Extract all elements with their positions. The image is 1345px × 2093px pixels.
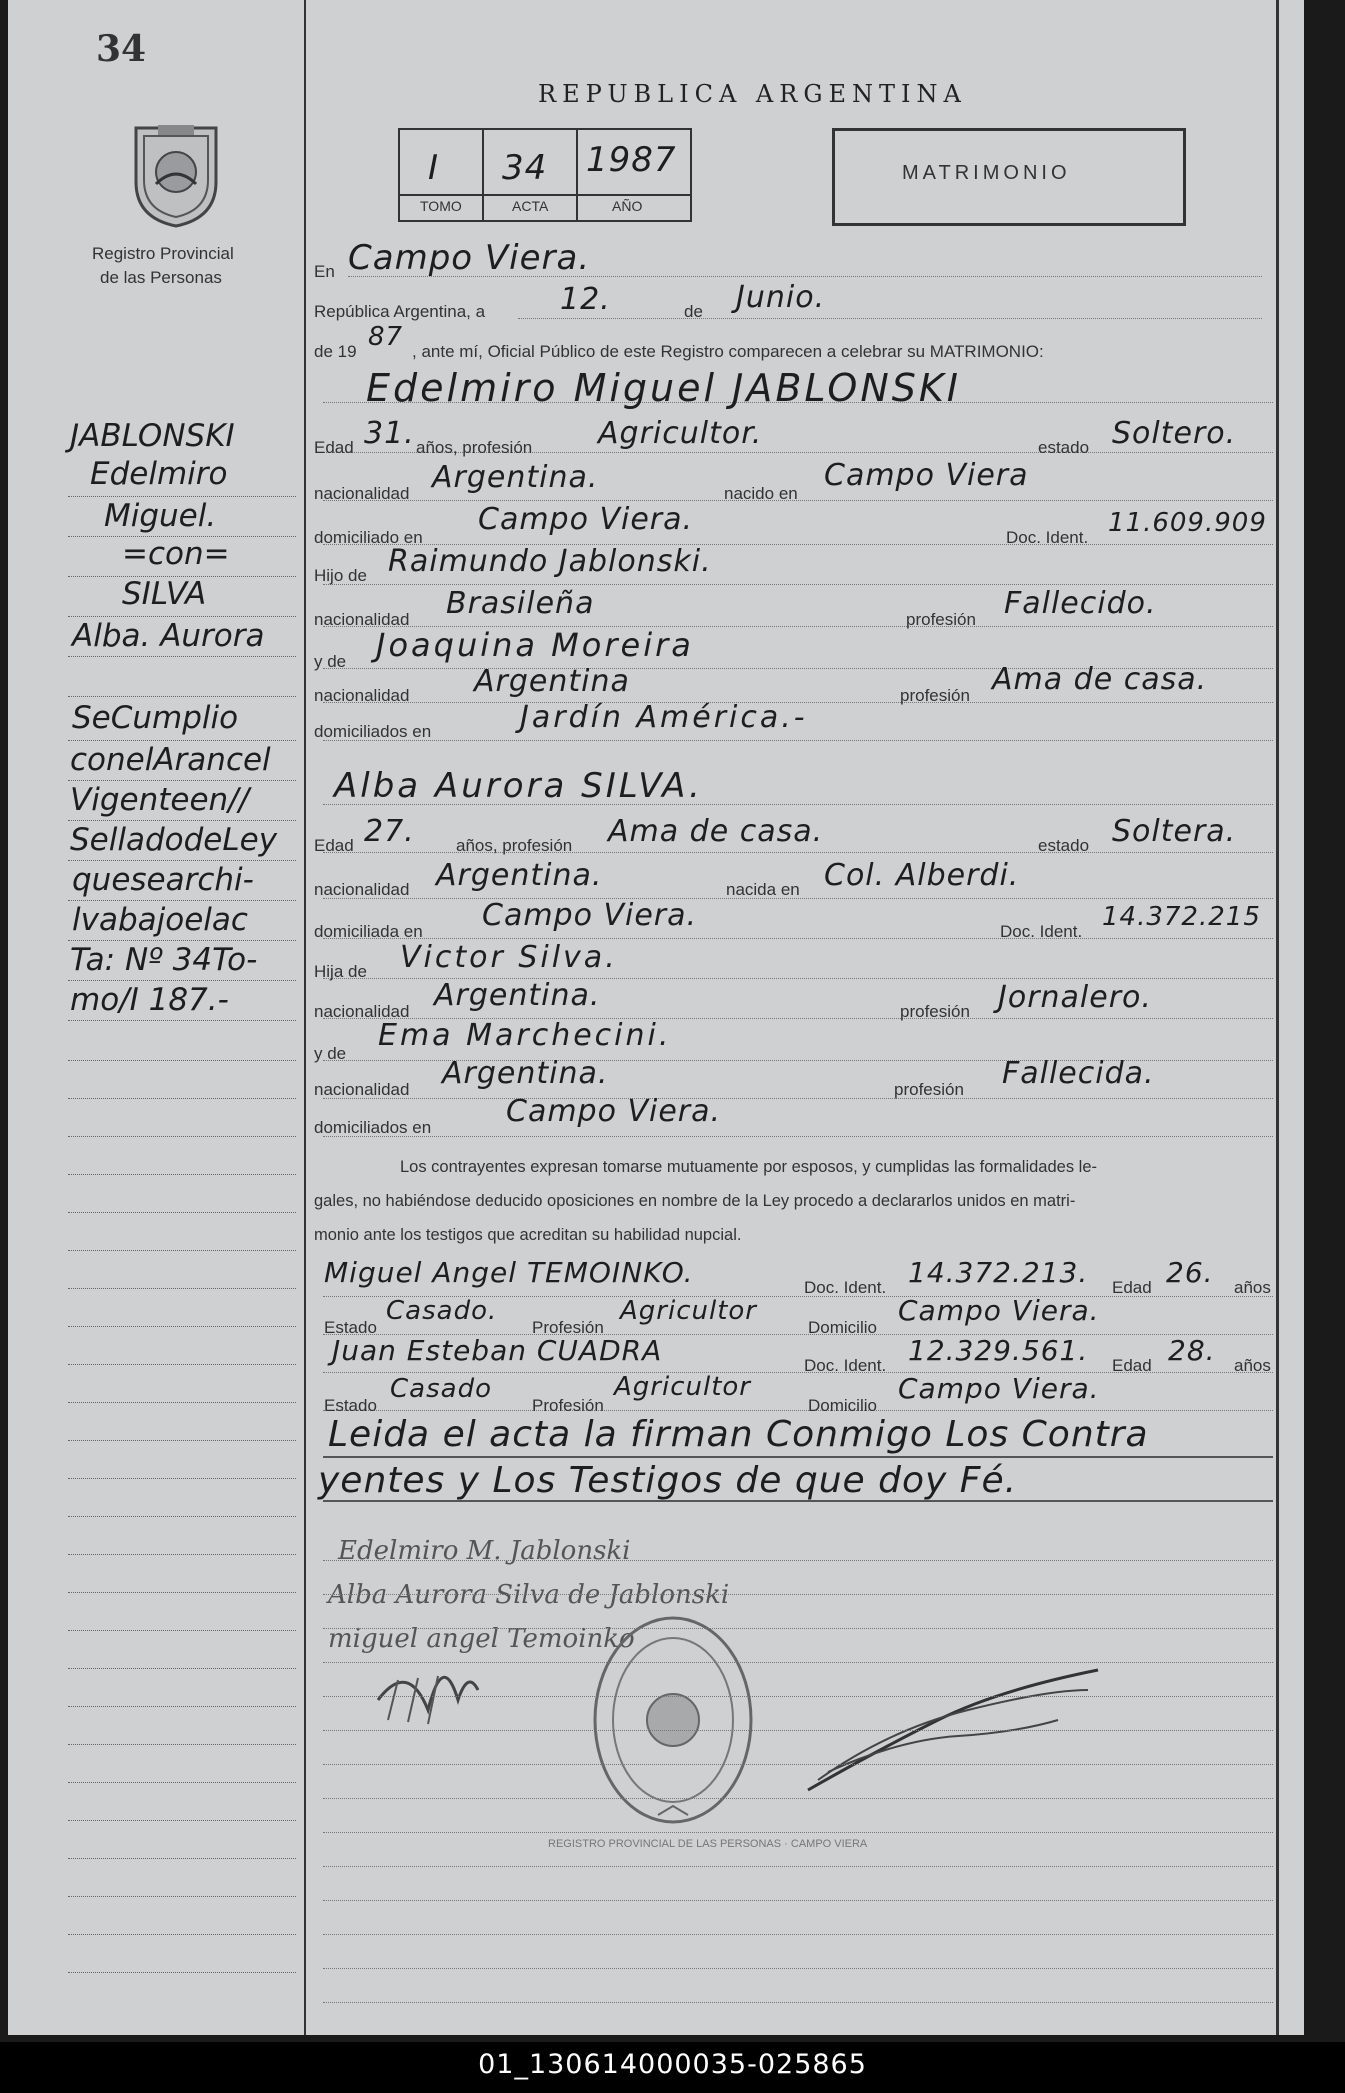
witness2-doc: 12.329.561. xyxy=(908,1334,1089,1367)
ruled-line xyxy=(323,740,1273,741)
groom-estado: Soltero. xyxy=(1112,416,1237,451)
margin-line xyxy=(68,1402,296,1403)
margin-line xyxy=(68,496,296,497)
tomo-label: TOMO xyxy=(420,198,462,214)
margin-note: =con= xyxy=(122,536,230,572)
left-column-rule xyxy=(304,0,306,2035)
witness2-doc-label: Doc. Ident. xyxy=(804,1356,887,1375)
groom-parents-dom-label: domiciliados en xyxy=(314,722,432,741)
groom-y-de-label: y de xyxy=(314,652,347,671)
margin-line xyxy=(68,860,296,861)
page-number: 34 xyxy=(96,28,147,70)
margin-note: SILVA xyxy=(122,576,207,612)
witness1-estado: Casado. xyxy=(386,1296,498,1326)
closing-line2: yentes y Los Testigos de que doy Fé. xyxy=(318,1460,1018,1501)
margin-line xyxy=(68,1136,296,1137)
margin-note: JABLONSKI xyxy=(70,418,235,454)
margin-line xyxy=(68,656,296,657)
country-heading: REPUBLICA ARGENTINA xyxy=(538,80,967,108)
bride-doc-label: Doc. Ident. xyxy=(1000,922,1083,941)
margin-line xyxy=(68,616,296,617)
groom-dom-label: domiciliado en xyxy=(314,528,423,547)
intro-month: Junio. xyxy=(736,280,826,315)
margin-line xyxy=(68,1706,296,1707)
bride-parents-dom-label: domiciliados en xyxy=(314,1118,432,1137)
registry-name-line1: Registro Provincial xyxy=(92,244,234,263)
acta-value: 34 xyxy=(502,148,548,188)
ruled-line xyxy=(323,1456,1273,1458)
signature-flourish-icon xyxy=(368,1640,488,1730)
record-type: MATRIMONIO xyxy=(902,162,1071,184)
closing-line1: Leida el acta la firman Conmigo Los Contra xyxy=(328,1414,1149,1455)
witness1-domicilio: Campo Viera. xyxy=(898,1294,1100,1327)
en-label: En xyxy=(314,262,335,281)
witness1-estado-label: Estado xyxy=(324,1318,377,1337)
ruled-line xyxy=(323,1764,1273,1765)
margin-note: Ta: Nº 34To- xyxy=(70,942,258,978)
margin-line xyxy=(68,1744,296,1745)
bride-father-prof: Jornalero. xyxy=(998,980,1152,1015)
witness1-doc-label: Doc. Ident. xyxy=(804,1278,887,1297)
bride-y-de-label: y de xyxy=(314,1044,347,1063)
groom-edad: 31. xyxy=(364,416,415,451)
margin-line xyxy=(68,780,296,781)
intro-year: 87 xyxy=(368,322,404,352)
margin-line xyxy=(68,1326,296,1327)
margin-line xyxy=(68,1630,296,1631)
bride-name: Alba Aurora SILVA. xyxy=(334,766,703,806)
ruled-line xyxy=(323,1934,1273,1935)
ruled-line xyxy=(323,1866,1273,1867)
margin-note: mo/I 187.- xyxy=(70,982,229,1018)
groom-hijo-label: Hijo de xyxy=(314,566,367,585)
witness2-domicilio: Campo Viera. xyxy=(898,1372,1100,1405)
bride-nacida-en: Col. Alberdi. xyxy=(824,858,1020,893)
groom-nacionalidad: Argentina. xyxy=(432,460,599,495)
box-divider xyxy=(576,128,578,220)
witness1-doc: 14.372.213. xyxy=(908,1256,1089,1289)
witness1-anos-label: años xyxy=(1234,1278,1271,1297)
groom-estado-label: estado xyxy=(1038,438,1090,457)
bride-father: Victor Silva. xyxy=(400,940,618,975)
groom-anos-label: años, profesión xyxy=(416,438,533,457)
witness1-edad-label: Edad xyxy=(1112,1278,1152,1297)
groom-father-nac: Brasileña xyxy=(446,586,595,621)
margin-note: Vigenteen// xyxy=(70,782,250,818)
bride-mother-prof: Fallecida. xyxy=(1002,1056,1155,1091)
declaration-line1: Los contrayentes expresan tomarse mutuamente por esposos, y cumplidas las formalidades le- xyxy=(400,1158,1098,1176)
registry-name-line2: de las Personas xyxy=(100,268,222,287)
bride-parents-domicilio: Campo Viera. xyxy=(506,1094,722,1129)
signature-groom: Edelmiro M. Jablonski xyxy=(338,1536,631,1566)
bride-nacionalidad: Argentina. xyxy=(436,858,603,893)
box-divider xyxy=(482,128,484,220)
margin-line xyxy=(68,1668,296,1669)
bride-father-prof-label: profesión xyxy=(900,1002,970,1021)
margin-line xyxy=(68,1364,296,1365)
bride-edad: 27. xyxy=(364,814,415,849)
ruled-line xyxy=(323,1098,1273,1099)
ruled-line xyxy=(518,318,1262,319)
margin-line xyxy=(68,1934,296,1935)
margin-line xyxy=(68,1858,296,1859)
footer-image-id: 01_130614000035-025865 xyxy=(0,2042,1345,2093)
ruled-line xyxy=(323,1410,1273,1411)
margin-note: SelladodeLey xyxy=(70,822,278,858)
margin-line xyxy=(68,1288,296,1289)
intro-closing: , ante mí, Oficial Público de este Registro comparecen a celebrar su MATRIMONIO: xyxy=(412,342,1044,361)
ruled-line xyxy=(323,2002,1273,2003)
groom-domicilio: Campo Viera. xyxy=(478,502,694,537)
margin-line xyxy=(68,740,296,741)
bride-father-nac: Argentina. xyxy=(434,978,601,1013)
ruled-line xyxy=(323,500,1273,501)
ruled-line xyxy=(323,1730,1273,1731)
margin-line xyxy=(68,1098,296,1099)
stamp-text: REGISTRO PROVINCIAL DE LAS PERSONAS · CAMPO VIERA xyxy=(548,1838,868,1850)
groom-parents-domicilio: Jardín América.- xyxy=(520,700,808,735)
margin-line xyxy=(68,1174,296,1175)
ruled-line xyxy=(323,1798,1273,1799)
witness2-dom-label: Domicilio xyxy=(808,1396,877,1415)
ruled-line xyxy=(323,1628,1273,1629)
groom-doc-label: Doc. Ident. xyxy=(1006,528,1089,547)
witness2-edad-label: Edad xyxy=(1112,1356,1152,1375)
groom-nacido-label: nacido en xyxy=(724,484,798,503)
groom-nac-label: nacionalidad xyxy=(314,484,410,503)
ruled-line xyxy=(323,1696,1273,1697)
margin-note: SeCumplio xyxy=(72,700,239,736)
bride-hija-label: Hija de xyxy=(314,962,367,981)
bride-profesion: Ama de casa. xyxy=(608,814,824,849)
bride-dom-label: domiciliada en xyxy=(314,922,423,941)
witness1-dom-label: Domicilio xyxy=(808,1318,877,1337)
groom-mother-nac: Argentina xyxy=(474,664,630,699)
witness2-prof-label: Profesión xyxy=(532,1396,604,1415)
margin-line xyxy=(68,1440,296,1441)
groom-mother-prof-label: profesión xyxy=(900,686,970,705)
margin-note: lvabajoelac xyxy=(72,902,248,938)
margin-note: quesearchi- xyxy=(72,862,254,898)
witness2-estado: Casado xyxy=(390,1374,492,1404)
groom-mother-nac-label: nacionalidad xyxy=(314,686,410,705)
year-prefix: de 19 xyxy=(314,342,357,361)
witness2-anos-label: años xyxy=(1234,1356,1271,1375)
ruled-line xyxy=(323,1832,1273,1833)
witness2-profesion: Agricultor xyxy=(614,1372,751,1402)
bride-mother: Ema Marchecini. xyxy=(378,1018,672,1053)
margin-note: conelArancel xyxy=(70,742,271,778)
bride-edad-label: Edad xyxy=(314,836,354,855)
witness1-prof-label: Profesión xyxy=(532,1318,604,1337)
groom-father-nac-label: nacionalidad xyxy=(314,610,410,629)
margin-line xyxy=(68,820,296,821)
acta-label: ACTA xyxy=(512,198,549,214)
intro-place: Campo Viera. xyxy=(348,238,591,278)
bride-mother-prof-label: profesión xyxy=(894,1080,964,1099)
margin-line xyxy=(68,1478,296,1479)
margin-note: Alba. Aurora xyxy=(72,618,265,654)
document-page xyxy=(8,0,1304,2035)
groom-profesion: Agricultor. xyxy=(598,416,763,451)
declaration-line2: gales, no habiéndose deducido oposiciones en nombre de la Ley procedo a declararlos unidos en matri- xyxy=(314,1192,1076,1210)
signature-witness: miguel angel Temoinko xyxy=(328,1624,635,1654)
margin-line xyxy=(68,900,296,901)
declaration-line3: monio ante los testigos que acreditan su habilidad nupcial. xyxy=(314,1226,742,1244)
margin-line xyxy=(68,980,296,981)
margin-line xyxy=(68,1782,296,1783)
bride-estado: Soltera. xyxy=(1112,814,1237,849)
ruled-line xyxy=(323,584,1273,585)
bride-father-nac-label: nacionalidad xyxy=(314,1002,410,1021)
bride-nac-label: nacionalidad xyxy=(314,880,410,899)
bride-mother-nac-label: nacionalidad xyxy=(314,1080,410,1099)
witness1-profesion: Agricultor xyxy=(620,1296,757,1326)
bride-anos-label: años, profesión xyxy=(456,836,573,855)
margin-line xyxy=(68,1060,296,1061)
groom-mother: Joaquina Moreira xyxy=(376,626,694,664)
ruled-line xyxy=(323,938,1273,939)
margin-line xyxy=(68,1250,296,1251)
groom-father-prof: Fallecido. xyxy=(1004,586,1157,621)
republica-label: República Argentina, a xyxy=(314,302,486,321)
right-edge-rule xyxy=(1276,0,1279,2035)
box-divider xyxy=(398,194,690,196)
groom-nacido-en: Campo Viera xyxy=(824,458,1029,493)
ano-label: AÑO xyxy=(612,198,643,214)
groom-edad-label: Edad xyxy=(314,438,354,457)
tomo-value: I xyxy=(428,148,440,188)
groom-father: Raimundo Jablonski. xyxy=(388,544,712,579)
groom-father-prof-label: profesión xyxy=(906,610,976,629)
margin-line xyxy=(68,1896,296,1897)
official-stamp-icon xyxy=(588,1610,758,1830)
ruled-line xyxy=(323,1136,1273,1137)
margin-line xyxy=(68,696,296,697)
ruled-line xyxy=(323,1594,1273,1595)
bride-domicilio: Campo Viera. xyxy=(482,898,698,933)
bride-mother-nac: Argentina. xyxy=(442,1056,609,1091)
margin-line xyxy=(68,940,296,941)
ruled-line xyxy=(323,1560,1273,1561)
margin-line xyxy=(68,1972,296,1973)
intro-day: 12. xyxy=(560,282,611,317)
groom-doc: 11.609.909 xyxy=(1108,508,1267,538)
groom-name: Edelmiro Miguel JABLONSKI xyxy=(366,366,962,410)
ruled-line xyxy=(323,1968,1273,1969)
margin-line xyxy=(68,1020,296,1021)
witness1-name: Miguel Angel TEMOINKO. xyxy=(324,1256,694,1289)
witness2-estado-label: Estado xyxy=(324,1396,377,1415)
ruled-line xyxy=(323,1662,1273,1663)
margin-line xyxy=(68,1554,296,1555)
witness2-name: Juan Esteban CUADRA xyxy=(332,1334,663,1367)
bride-nacida-label: nacida en xyxy=(726,880,800,899)
margin-line xyxy=(68,1516,296,1517)
margin-note: Edelmiro xyxy=(90,456,228,492)
groom-mother-prof: Ama de casa. xyxy=(992,662,1208,697)
margin-line xyxy=(68,1592,296,1593)
witness2-edad: 28. xyxy=(1168,1334,1216,1367)
margin-line xyxy=(68,1820,296,1821)
de-label: de xyxy=(684,302,703,321)
bride-doc: 14.372.215 xyxy=(1102,902,1261,932)
bride-estado-label: estado xyxy=(1038,836,1090,855)
margin-line xyxy=(68,1212,296,1213)
witness1-edad: 26. xyxy=(1166,1256,1214,1289)
ruled-line xyxy=(323,1900,1273,1901)
margin-note: Miguel. xyxy=(104,498,217,534)
ano-value: 1987 xyxy=(586,140,677,180)
signature-bride: Alba Aurora Silva de Jablonski xyxy=(328,1580,730,1610)
provincial-seal-icon xyxy=(126,120,226,230)
